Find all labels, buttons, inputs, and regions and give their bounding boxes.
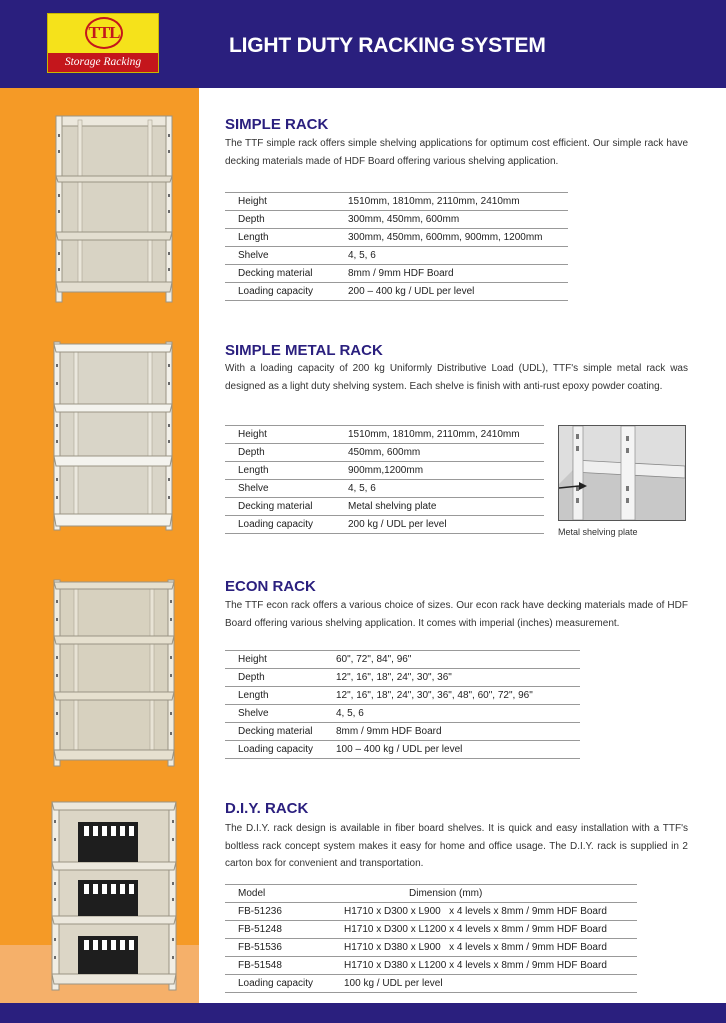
spec-label: Depth xyxy=(225,444,338,462)
spec-row xyxy=(225,516,544,534)
spec-row xyxy=(225,283,568,301)
spec-row xyxy=(225,669,580,687)
spec-value: H1710 x D380 x L900 x 4 levels x 8mm / 9mm HDF Board xyxy=(334,939,637,957)
diy-rack-spec-table xyxy=(225,884,637,993)
spec-value: 12", 16", 18", 24", 30", 36" xyxy=(326,669,580,687)
spec-label: Height xyxy=(225,651,326,669)
spec-row xyxy=(225,265,568,283)
spec-header-model: Model xyxy=(225,885,334,903)
spec-header-dimension: Dimension (mm) xyxy=(334,885,637,903)
page-footer-band xyxy=(0,1003,726,1023)
simple-metal-rack-title: SIMPLE METAL RACK xyxy=(225,342,383,359)
spec-label: Length xyxy=(225,687,326,705)
spec-label: Shelve xyxy=(225,247,338,265)
spec-row xyxy=(225,462,544,480)
spec-value: 4, 5, 6 xyxy=(338,247,568,265)
spec-value: 60", 72", 84", 96" xyxy=(326,651,580,669)
metal-shelving-plate-caption: Metal shelving plate xyxy=(558,527,638,537)
simple-rack-image xyxy=(52,110,176,310)
econ-rack-image xyxy=(50,576,178,772)
spec-value: 100 – 400 kg / UDL per level xyxy=(326,741,580,759)
simple-metal-rack-image xyxy=(50,338,176,536)
spec-label: Loading capacity xyxy=(225,741,326,759)
econ-rack-title: ECON RACK xyxy=(225,578,316,595)
simple-metal-rack-description: With a loading capacity of 200 kg Uniformly Distributive Load (UDL), TTF's simple metal rack was designed as a light duty shelving system. Each shelve is finish with anti-rust epoxy powder coating. xyxy=(225,363,688,392)
simple-rack-title: SIMPLE RACK xyxy=(225,116,329,133)
spec-label: Height xyxy=(225,193,338,211)
spec-value: 12", 16", 18", 24", 30", 36", 48", 60", 72", 96" xyxy=(326,687,580,705)
spec-label: FB-51536 xyxy=(225,939,334,957)
spec-row xyxy=(225,193,568,211)
spec-label: FB-51548 xyxy=(225,957,334,975)
spec-value: 1510mm, 1810mm, 2110mm, 2410mm xyxy=(338,426,544,444)
brand-logo xyxy=(47,13,159,73)
spec-header-row xyxy=(225,885,637,903)
spec-value: Metal shelving plate xyxy=(338,498,544,516)
diy-rack-image xyxy=(48,798,180,996)
spec-row xyxy=(225,480,544,498)
diy-rack-title: D.I.Y. RACK xyxy=(225,800,309,817)
spec-label: Height xyxy=(225,426,338,444)
spec-value: 200 kg / UDL per level xyxy=(338,516,544,534)
spec-label: Loading capacity xyxy=(225,516,338,534)
spec-value: 300mm, 450mm, 600mm, 900mm, 1200mm xyxy=(338,229,568,247)
spec-label: Length xyxy=(225,462,338,480)
spec-value: H1710 x D300 x L900 x 4 levels x 8mm / 9mm HDF Board xyxy=(334,903,637,921)
spec-value: H1710 x D300 x L1200 x 4 levels x 8mm / 9mm HDF Board xyxy=(334,921,637,939)
spec-row xyxy=(225,903,637,921)
econ-rack-description: The TTF econ rack offers a various choice of sizes. Our econ rack have decking materials made of HDF Board offering various shelving application. It comes with imperial (inches) measurement. xyxy=(225,600,688,629)
spec-label: FB-51248 xyxy=(225,921,334,939)
spec-label: Depth xyxy=(225,669,326,687)
spec-row xyxy=(225,444,544,462)
spec-label: Decking material xyxy=(225,498,338,516)
spec-row xyxy=(225,211,568,229)
spec-row xyxy=(225,705,580,723)
page-title: LIGHT DUTY RACKING SYSTEM xyxy=(229,34,546,57)
spec-row xyxy=(225,229,568,247)
spec-label: Shelve xyxy=(225,705,326,723)
spec-label: FB-51236 xyxy=(225,903,334,921)
spec-value: 300mm, 450mm, 600mm xyxy=(338,211,568,229)
brand-logo-tagline: Storage Racking xyxy=(48,53,158,72)
spec-value: 900mm,1200mm xyxy=(338,462,544,480)
spec-value: 450mm, 600mm xyxy=(338,444,544,462)
spec-row xyxy=(225,498,544,516)
spec-label: Decking material xyxy=(225,265,338,283)
simple-rack-spec-table xyxy=(225,192,568,301)
spec-value: 4, 5, 6 xyxy=(338,480,544,498)
spec-label: Decking material xyxy=(225,723,326,741)
spec-value: 8mm / 9mm HDF Board xyxy=(326,723,580,741)
spec-row xyxy=(225,741,580,759)
spec-row xyxy=(225,687,580,705)
spec-row xyxy=(225,939,637,957)
simple-metal-rack-spec-table xyxy=(225,425,544,534)
spec-row xyxy=(225,247,568,265)
spec-value: 1510mm, 1810mm, 2110mm, 2410mm xyxy=(338,193,568,211)
econ-rack-spec-table xyxy=(225,650,580,759)
spec-row xyxy=(225,921,637,939)
brand-logo-mark: TTL xyxy=(85,17,123,49)
diy-rack-description: The D.I.Y. rack design is available in fiber board shelves. It is quick and easy installation with a TTF's boltless rack concept system makes it easy for home and office usage. The D.I.Y. rack is supplied in 2 carton box for convenient and transportation. xyxy=(225,823,688,869)
spec-row xyxy=(225,975,637,993)
spec-label: Loading capacity xyxy=(225,283,338,301)
metal-shelving-plate-photo xyxy=(558,425,686,521)
spec-row xyxy=(225,957,637,975)
page-header xyxy=(0,0,726,88)
spec-label: Loading capacity xyxy=(225,975,334,993)
spec-value: 200 – 400 kg / UDL per level xyxy=(338,283,568,301)
spec-row xyxy=(225,426,544,444)
spec-value: 100 kg / UDL per level xyxy=(334,975,637,993)
simple-rack-description: The TTF simple rack offers simple shelving applications for optimum cost efficient. Our simple rack have decking materials made of HDF Board offering various shelving application. xyxy=(225,138,688,167)
spec-value: H1710 x D380 x L1200 x 4 levels x 8mm / 9mm HDF Board xyxy=(334,957,637,975)
spec-row xyxy=(225,651,580,669)
spec-row xyxy=(225,723,580,741)
spec-label: Shelve xyxy=(225,480,338,498)
spec-label: Depth xyxy=(225,211,338,229)
spec-label: Length xyxy=(225,229,338,247)
spec-value: 8mm / 9mm HDF Board xyxy=(338,265,568,283)
spec-value: 4, 5, 6 xyxy=(326,705,580,723)
